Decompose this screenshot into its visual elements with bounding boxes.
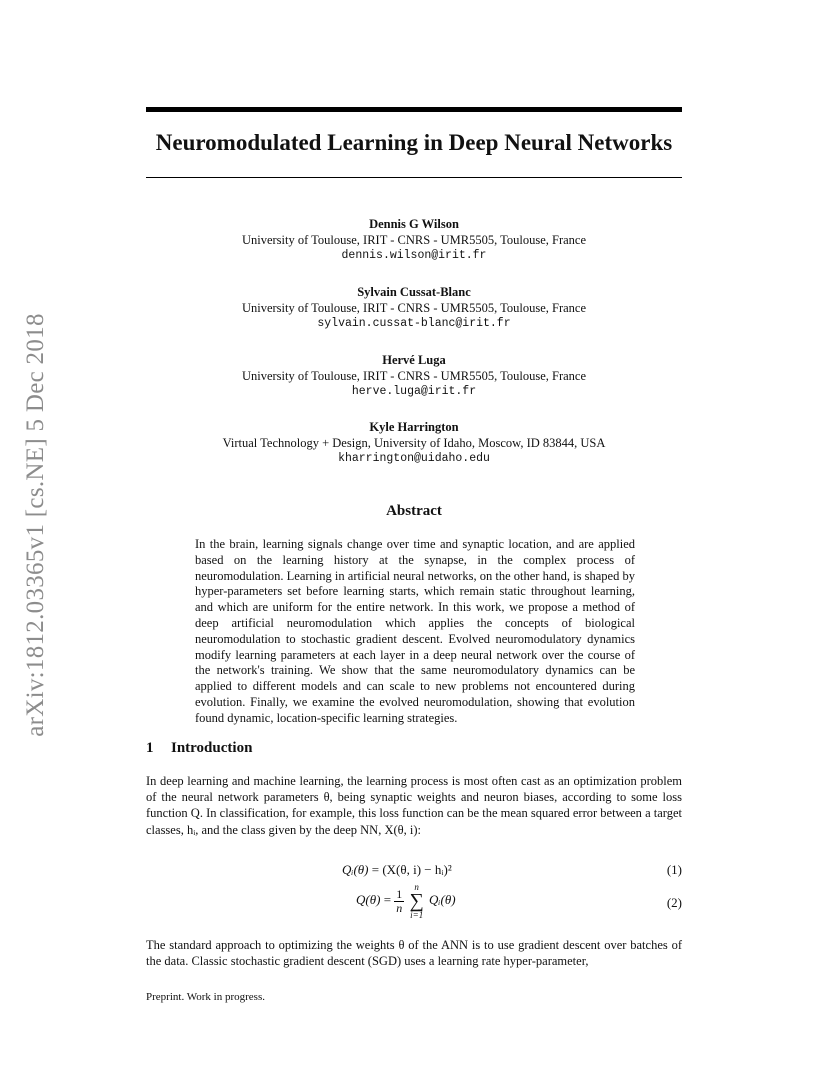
equation-2 [146,882,682,926]
equation-rhs: = (X(θ, i) − hᵢ)² [371,862,452,877]
top-rule [146,107,682,112]
author-block [146,352,682,400]
arxiv-identifier: arXiv:1812.03365v1 [cs.NE] 5 Dec 2018 [22,313,49,737]
summation [410,882,424,920]
fraction-denominator: n [396,900,403,915]
equation-1 [146,862,682,880]
equation-number: (1) [666,862,682,877]
abstract-text: In the brain, learning signals change over time and synaptic location, and are applied based on the learning history at the synapse, in the complex process of neuromodulation. Learning in artificial neural networks, on the other hand, is shaped by hyper-parameters set before learning starts, which remain static throughout learning, and which are uniform for the entire network. In this work, we propose a method of deep artificial neuromodulation which applies the concepts of biological neuromodulation to stochastic gradient descent. Evolved neuromodulatory dynamics modify learning parameters at each layer in a deep neural network over the course of the network's training. We show that the same neuromodulatory dynamics can be applied to different models and can scale to new problems not encountered during evolution. Finally, we examine the evolved neuromodulation, showing that evolution found dynamic, location-specific learning strategies. [195,537,635,725]
fraction-numerator: 1 [396,886,403,901]
fraction [394,888,404,915]
equation-lhs: Qᵢ(θ) [342,862,369,877]
author-affiliation: University of Toulouse, IRIT - CNRS - UMR5505, Toulouse, France [241,233,587,247]
author-email: dennis.wilson@irit.fr [341,249,487,262]
abstract-heading: Abstract [386,503,442,519]
author-name: Sylvain Cussat-Blanc [357,285,471,299]
arxiv-side-stamp [16,290,56,760]
paper-title: Neuromodulated Learning in Deep Neural Networks [155,130,673,155]
author-block [146,419,682,467]
author-block [146,284,682,332]
footer-note: Preprint. Work in progress. [146,991,265,1003]
equation-number: (2) [666,895,682,910]
section-number: 1 [146,740,154,756]
title-rule [146,177,682,178]
sigma-symbol: ∑ [409,890,424,912]
section-title: Introduction [171,740,253,756]
sum-lower-limit: i=1 [410,910,424,920]
section-heading [146,740,252,757]
author-name: Kyle Harrington [369,420,459,434]
author-affiliation: Virtual Technology + Design, University of Idaho, Moscow, ID 83844, USA [222,436,606,450]
author-email: sylvain.cussat-blanc@irit.fr [317,317,511,330]
equals-sign: = [383,891,395,907]
equation-lhs: Q(θ) [356,891,381,907]
author-block [146,216,682,264]
sum-term: Qᵢ(θ) [429,891,456,907]
author-affiliation: University of Toulouse, IRIT - CNRS - UMR5505, Toulouse, France [241,369,587,383]
author-affiliation: University of Toulouse, IRIT - CNRS - UMR5505, Toulouse, France [241,301,587,315]
intro-paragraph: In deep learning and machine learning, the learning process is most often cast as an optimization problem of the neural network parameters θ, being synaptic weights and neuron biases, according to some loss function Q. In classification, for example, this loss function can be the mean squared error between a target classes, hᵢ, and the class given by the deep NN, X(θ, i): [146,774,682,837]
intro-paragraph: The standard approach to optimizing the weights θ of the ANN is to use gradient descent over batches of the data. Classic stochastic gradient descent (SGD) uses a learning rate hyper-parameter, [146,938,682,969]
author-email: herve.luga@irit.fr [351,385,477,398]
author-email: kharrington@uidaho.edu [338,452,490,465]
author-name: Hervé Luga [382,353,446,367]
author-name: Dennis G Wilson [369,217,459,231]
sum-upper-limit: n [414,882,419,892]
